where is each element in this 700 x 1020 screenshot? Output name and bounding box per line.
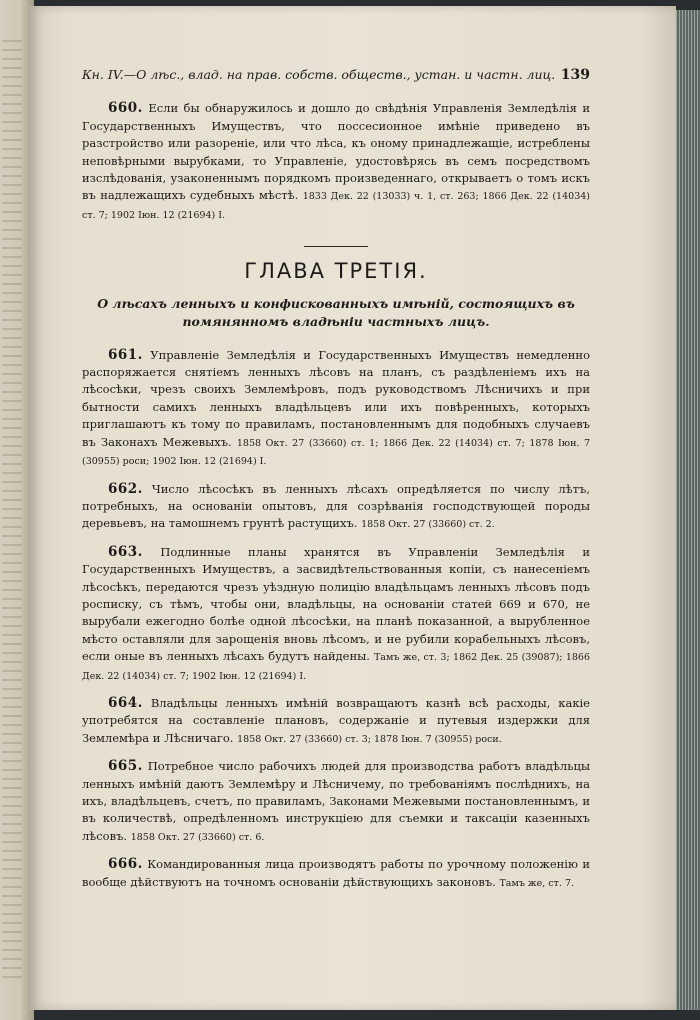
article-number: 665. <box>108 758 143 775</box>
left-page-edge <box>0 0 34 1020</box>
facing-page-text-bleed <box>2 40 22 980</box>
article-662 <box>82 481 590 534</box>
page-text-block <box>82 66 590 902</box>
article-text: Владѣльцы ленныхъ имѣній возвращаютъ казнѣ всѣ расходы, какіе употребятся на составленіе плановъ, содержаніе и путевыя издержки для Землемѣра и Лѣсничаго. <box>82 695 590 745</box>
page-number: 139 <box>560 67 590 83</box>
article-citation: 1858 Окт. 27 (33660) ст. 2. <box>361 519 495 531</box>
article-number: 660. <box>108 100 143 117</box>
chapter-title: ГЛАВА ТРЕТІЯ. <box>244 259 428 284</box>
article-text: Управленіе Земледѣлія и Государственныхъ Имуществъ немедленно распоряжается снятіемъ ленныхъ лѣсовъ на планъ, съ раздѣленіемъ ихъ на лѣсосѣки, чрезъ своихъ Землемѣровъ, подъ руководствомъ Лѣсничихъ и при бытности самихъ ленныхъ владѣльцевъ или ихъ повѣренныхъ, которыхъ приглашаютъ къ тому по правиламъ, постановленнымъ для подобныхъ случаевъ въ Законахъ Межевыхъ. <box>82 347 590 449</box>
running-title: Кн. IV.—О лѣс., влад. на прав. собств. обществ., устан. и частн. лиц. <box>82 67 556 82</box>
article-citation: 1858 Окт. 27 (33660) ст. 3; 1878 Іюн. 7 (30955) роси. <box>237 733 502 745</box>
article-citation: 1858 Окт. 27 (33660) ст. 1; 1866 Дек. 22 (14034) ст. 7; 1878 Іюн. 7 (30955) роси; 1902 Іюн. 12 (21694) I. <box>82 437 591 468</box>
article-661 <box>82 347 590 471</box>
article-text: Если бы обнаружилось и дошло до свѣдѣнія Управленія Земледѣлія и Государственныхъ Имуществъ, что поссесионное имѣніе приведено въ разстройство или разореніе, или что лѣса, къ оному принадлежащіе, истреблены неповѣрными вырубками, то Управленіе, удостовѣрясь въ семъ посредствомъ изслѣдованія, узаконеннымъ порядкомъ произведеннаго, открываетъ о томъ искъ въ надлежащихъ судебныхъ мѣстѣ. <box>82 101 590 203</box>
article-citation: 1858 Окт. 27 (33660) ст. 6. <box>130 831 265 843</box>
article-number: 664. <box>108 694 143 711</box>
article-666 <box>82 856 590 892</box>
chapter-subtitle: О лѣсахъ ленныхъ и конфискованныхъ имѣній, состоящихъ въ помянянномъ владѣніи частныхъ лицъ. <box>97 295 575 329</box>
article-number: 663. <box>108 543 143 560</box>
article-number: 666. <box>108 856 143 873</box>
running-header <box>82 66 590 84</box>
book-cover-edge <box>676 10 700 1010</box>
article-number: 661. <box>108 346 143 363</box>
article-number: 662. <box>108 480 143 497</box>
section-divider <box>304 246 368 247</box>
article-citation: 1833 Дек. 22 (13033) ч. 1, ст. 263; 1866 Дек. 22 (14034) ст. 7; 1902 Іюн. 12 (21694) I. <box>82 191 590 221</box>
article-665 <box>82 758 590 846</box>
article-text: Потребное число рабочихъ людей для производства работъ владѣльцы ленныхъ имѣній даютъ Землемѣру и Лѣсничему, по требованіямъ послѣднихъ, на ихъ, владѣльцевъ, счетъ, по правиламъ, Законами Межевыми постановленнымъ, и въ количествѣ, опредѣленномъ инструкціею для съемки и таксаціи казенныхъ лѣсовъ. <box>82 759 590 843</box>
article-text: Подлинные планы хранятся въ Управленіи Земледѣлія и Государственныхъ Имуществъ, а засвидѣтельствованныя копіи, съ нанесеніемъ лѣсосѣкъ, передаются чрезъ уѣздную полицію владѣльцамъ ленныхъ лѣсовъ подъ росписку, съ тѣмъ, чтобы они, владѣльцы, на основаніи статей 669 и 670, не вырубали ежегодно болѣе одной лѣсосѣки, на планѣ показанной, а вырубленное мѣсто оставляли для зарощенія вновь лѣсомъ, и не рубили корабельныхъ лѣсовъ, если оные въ ленныхъ лѣсахъ будутъ найдены. <box>82 544 591 664</box>
article-663 <box>82 544 590 685</box>
article-text: Командированныя лица производятъ работы по урочному положенію и вообще дѣйствуютъ на точномъ основаніи дѣйствующихъ законовъ. <box>82 857 591 889</box>
article-660 <box>82 100 590 224</box>
article-citation: Тамъ же, ст. 3; 1862 Дек. 25 (39087); 1866 Дек. 22 (14034) ст. 7; 1902 Іюн. 12 (21694) I. <box>82 652 591 682</box>
article-664 <box>82 695 590 748</box>
article-citation: Тамъ же, ст. 7. <box>499 877 575 889</box>
article-text: Число лѣсосѣкъ въ ленныхъ лѣсахъ опредѣляется по числу лѣтъ, потребныхъ, на основаніи опытовъ, для созрѣванія господствующей породы деревьевъ, на тамошнемъ грунтѣ растущихъ. <box>82 481 591 531</box>
